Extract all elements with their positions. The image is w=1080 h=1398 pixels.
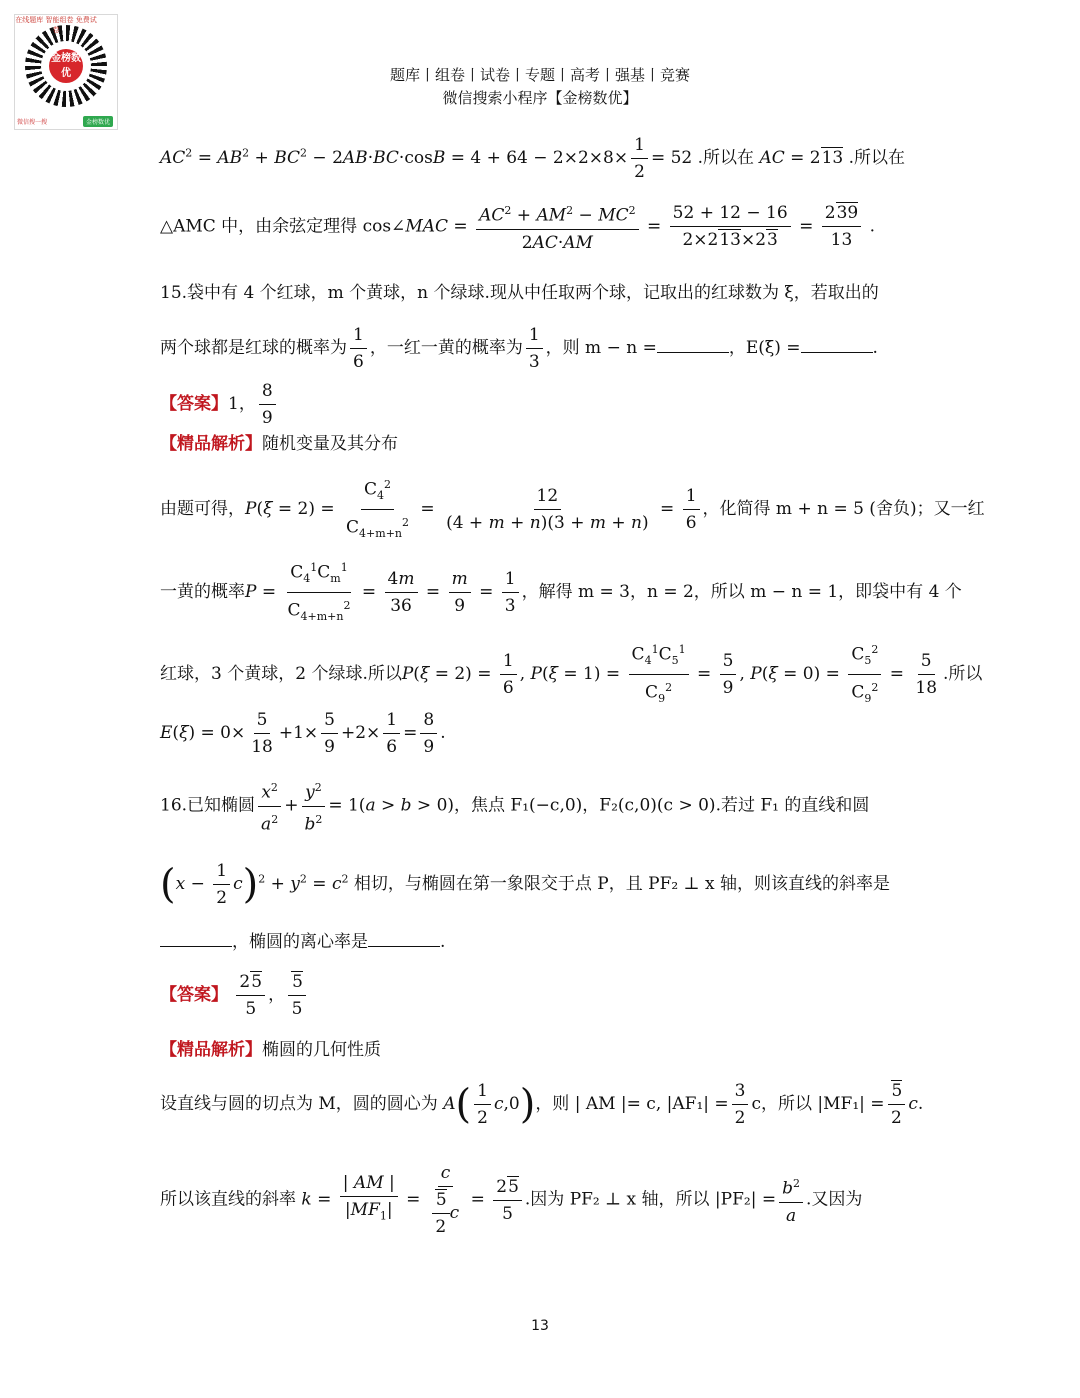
header-sub: 微信搜索小程序【金榜数优】	[442, 89, 638, 107]
question-16-line-1: 16.已知椭圆 $\frac{x^2}{a^2}$ + $\frac{y^2}{b^2}$ = 1(a > b > 0)，焦点 F₁(−c,0)，F₂(c,0)(c > 0).若过 F₁ 的直线和圆	[160, 775, 869, 837]
answer-blank	[801, 336, 873, 353]
solution-15-line-2: 一黄的概率P = $\frac{C_4^1C_m^1}{C_{4+m+n}^2}$ = $\frac{4m}{36}$ = $\frac{m}{9}$ = $\frac{1}{3}$ ，解得 m = 3，n = 2，所以 m − n = 1，即袋中有 4 个	[160, 555, 962, 630]
qr-arc-text: 在线题库 智能组卷 免费试卷	[15, 16, 97, 34]
page-number: 13	[531, 1318, 549, 1334]
qr-foot-left: 微信搜一搜	[17, 118, 48, 126]
analysis-tag: 【精品解析】	[160, 434, 262, 454]
analysis-15-title: 【精品解析】随机变量及其分布	[160, 434, 398, 454]
solution-15-line-1: 由题可得，P(ξ = 2) = $\frac{C_4^2}{C_{4+m+n}^2}$ = $\frac{12}{(4 + m + n)(3 + m + n)}$ = $\frac{1}{6}$ ，化简得 m + n = 5 (舍负)；又一红	[160, 472, 985, 547]
answer-15: 【答案】1， $\frac{8}{9}$	[160, 378, 279, 431]
header-nav: 题库丨组卷丨试卷丨专题丨高考丨强基丨竞赛	[389, 66, 690, 84]
question-15-line-1: 15.袋中有 4 个红球，m 个黄球，n 个绿球.现从中任取两个球，记取出的红球数为 ξ，若取出的	[160, 283, 879, 303]
answer-tag: 【答案】	[160, 394, 228, 414]
answer-16: 【答案】 $\frac{25}{5}$ ， $\frac{5}{5}$	[160, 969, 309, 1022]
analysis-tag: 【精品解析】	[160, 1040, 262, 1060]
answer-blank	[657, 336, 729, 353]
question-16-line-2: (x − $\frac{1}{2}$ $c)^2 + y^2 = c^2$ 相切，与椭圆在第一象限交于点 P，且 PF₂ ⊥ x 轴，则该直线的斜率是	[160, 858, 890, 911]
formula-line-1: $AC^2 = AB^2 + BC^2 - 2AB\cdot BC\cdot\cos B = 4 + 64 - 2\times 2\times 8\times$ $\frac{1}{2}$ = 52 .所以在 AC = 213 .所以在	[160, 132, 905, 185]
analysis-16-title: 【精品解析】椭圆的几何性质	[160, 1040, 381, 1060]
solution-16-line-2: 所以该直线的斜率 k = $\frac{| AM |}{|MF_1|}$ = c $\frac{5}{2}$ c = $\frac{25}{5}$ .因为 PF₂ ⊥ x 轴，所以 |PF₂| = $\frac{b^2}{a}$ .又因为	[160, 1160, 862, 1240]
brand-badge: 金榜数优	[49, 49, 83, 83]
answer-blank	[368, 930, 440, 947]
solution-15-line-3: 红球，3 个黄球，2 个绿球.所以P(ξ = 2) = $\frac{1}{6}$ , P(ξ = 1) = $\frac{C_4^1C_5^1}{C_9^2}$ = $\frac{5}{9}$ , P(ξ = 0) = $\frac{C_5^2}{C_9^2}$ = $\frac{5}{18}$ .所以	[160, 637, 982, 712]
question-15-line-2: 两个球都是红球的概率为 $\frac{1}{6}$ ，一红一黄的概率为 $\frac{1}{3}$ ，则 m − n = ，E(ξ) = .	[160, 322, 878, 375]
answer-blank	[160, 930, 232, 947]
formula-line-2: △AMC 中，由余弦定理得 cos∠MAC = $\frac{AC^2 + AM^2 - MC^2}{2AC\cdot AM}$ = $\frac{52 + 12 - 16}{2\times 213\times 23}$ = $\frac{239}{13}$ .	[160, 198, 875, 256]
question-16-line-3: ，椭圆的离心率是 .	[160, 930, 445, 954]
solution-15-line-4: E(ξ) = 0× $\frac{5}{18}$ +1× $\frac{5}{9}$ +2× $\frac{1}{6}$ = $\frac{8}{9}$ .	[160, 707, 446, 760]
solution-16-line-1: 设直线与圆的切点为 M，圆的圆心为 A( $\frac{1}{2}$ c,0)，则 | AM |= c, |AF₁| = $\frac{3}{2}$ c，所以 |MF₁| = $\frac{5}{2}$ c.	[160, 1078, 923, 1131]
answer-tag: 【答案】	[160, 985, 228, 1005]
qr-foot-right: 金榜数优	[83, 116, 113, 127]
